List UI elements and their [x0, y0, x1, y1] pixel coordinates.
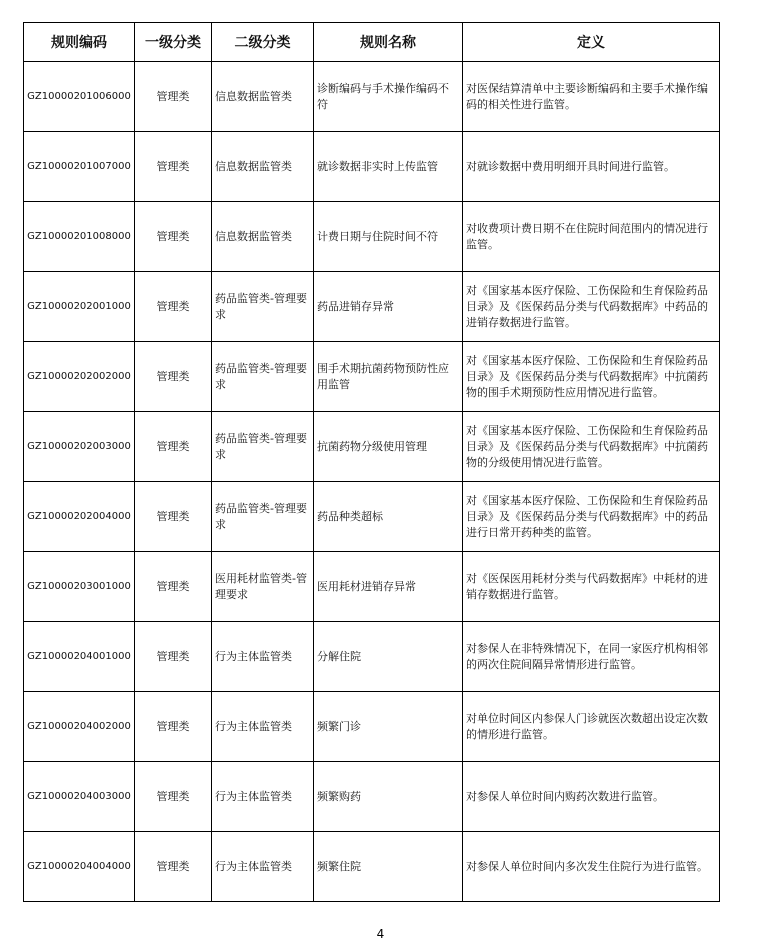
- level2-category-cell: 药品监管类-管理要求: [212, 412, 314, 482]
- level1-category-cell: 管理类: [135, 762, 212, 832]
- rule-name-cell: 抗菌药物分级使用管理: [314, 412, 463, 482]
- rule-name-cell: 计费日期与住院时间不符: [314, 202, 463, 272]
- definition-cell: 对参保人单位时间内多次发生住院行为进行监管。: [463, 832, 720, 902]
- rule-code-cell: GZ10000204003000: [24, 762, 135, 832]
- level1-category-cell: 管理类: [135, 832, 212, 902]
- header-definition: 定义: [463, 23, 720, 62]
- rules-table: [23, 22, 720, 902]
- rule-name-cell: 频繁住院: [314, 832, 463, 902]
- level1-category-cell: 管理类: [135, 62, 212, 132]
- rule-name-cell: 频繁购药: [314, 762, 463, 832]
- level2-category-cell: 药品监管类-管理要求: [212, 342, 314, 412]
- rule-name-cell: 就诊数据非实时上传监管: [314, 132, 463, 202]
- rule-code-cell: GZ10000201007000: [24, 132, 135, 202]
- level2-category-cell: 信息数据监管类: [212, 132, 314, 202]
- header-level1-category: 一级分类: [135, 23, 212, 62]
- level2-category-cell: 行为主体监管类: [212, 832, 314, 902]
- rule-name-cell: 诊断编码与手术操作编码不符: [314, 62, 463, 132]
- rule-code-cell: GZ10000202001000: [24, 272, 135, 342]
- definition-cell: 对参保人单位时间内购药次数进行监管。: [463, 762, 720, 832]
- level1-category-cell: 管理类: [135, 272, 212, 342]
- table-row: [24, 762, 720, 832]
- rule-name-cell: 药品进销存异常: [314, 272, 463, 342]
- level2-category-cell: 行为主体监管类: [212, 622, 314, 692]
- level1-category-cell: 管理类: [135, 692, 212, 762]
- table-row: [24, 272, 720, 342]
- rule-code-cell: GZ10000203001000: [24, 552, 135, 622]
- level2-category-cell: 医用耗材监管类-管理要求: [212, 552, 314, 622]
- level2-category-cell: 药品监管类-管理要求: [212, 482, 314, 552]
- rule-code-cell: GZ10000204001000: [24, 622, 135, 692]
- level1-category-cell: 管理类: [135, 412, 212, 482]
- rule-code-cell: GZ10000204004000: [24, 832, 135, 902]
- definition-cell: 对收费项计费日期不在住院时间范围内的情况进行监管。: [463, 202, 720, 272]
- definition-cell: 对《国家基本医疗保险、工伤保险和生育保险药品目录》及《医保药品分类与代码数据库》中药品的进销存数据进行监管。: [463, 272, 720, 342]
- table-row: [24, 132, 720, 202]
- rule-code-cell: GZ10000201008000: [24, 202, 135, 272]
- level1-category-cell: 管理类: [135, 202, 212, 272]
- rule-code-cell: GZ10000201006000: [24, 62, 135, 132]
- table-row: [24, 412, 720, 482]
- table-row: [24, 692, 720, 762]
- rule-code-cell: GZ10000202004000: [24, 482, 135, 552]
- rule-name-cell: 医用耗材进销存异常: [314, 552, 463, 622]
- header-level2-category: 二级分类: [212, 23, 314, 62]
- table-row: [24, 342, 720, 412]
- definition-cell: 对《国家基本医疗保险、工伤保险和生育保险药品目录》及《医保药品分类与代码数据库》中抗菌药物的围手术期预防性应用情况进行监管。: [463, 342, 720, 412]
- definition-cell: 对《国家基本医疗保险、工伤保险和生育保险药品目录》及《医保药品分类与代码数据库》中抗菌药物的分级使用情况进行监管。: [463, 412, 720, 482]
- definition-cell: 对《医保医用耗材分类与代码数据库》中耗材的进销存数据进行监管。: [463, 552, 720, 622]
- level2-category-cell: 药品监管类-管理要求: [212, 272, 314, 342]
- level1-category-cell: 管理类: [135, 132, 212, 202]
- rule-name-cell: 频繁门诊: [314, 692, 463, 762]
- table-row: [24, 832, 720, 902]
- table-row: [24, 482, 720, 552]
- level2-category-cell: 行为主体监管类: [212, 692, 314, 762]
- rule-code-cell: GZ10000202002000: [24, 342, 135, 412]
- table-row: [24, 62, 720, 132]
- page-number: 4: [376, 927, 385, 941]
- level1-category-cell: 管理类: [135, 482, 212, 552]
- rule-name-cell: 围手术期抗菌药物预防性应用监管: [314, 342, 463, 412]
- rule-name-cell: 药品种类超标: [314, 482, 463, 552]
- level2-category-cell: 行为主体监管类: [212, 762, 314, 832]
- rule-code-cell: GZ10000204002000: [24, 692, 135, 762]
- table-row: [24, 552, 720, 622]
- table-row: [24, 202, 720, 272]
- table-header-row: [24, 23, 720, 62]
- definition-cell: 对《国家基本医疗保险、工伤保险和生育保险药品目录》及《医保药品分类与代码数据库》中的药品进行日常开药种类的监管。: [463, 482, 720, 552]
- rule-name-cell: 分解住院: [314, 622, 463, 692]
- definition-cell: 对参保人在非特殊情况下，在同一家医疗机构相邻的两次住院间隔异常情形进行监管。: [463, 622, 720, 692]
- header-rule-code: 规则编码: [24, 23, 135, 62]
- level2-category-cell: 信息数据监管类: [212, 62, 314, 132]
- definition-cell: 对单位时间区内参保人门诊就医次数超出设定次数的情形进行监管。: [463, 692, 720, 762]
- level1-category-cell: 管理类: [135, 342, 212, 412]
- level1-category-cell: 管理类: [135, 552, 212, 622]
- rule-code-cell: GZ10000202003000: [24, 412, 135, 482]
- definition-cell: 对医保结算清单中主要诊断编码和主要手术操作编码的相关性进行监管。: [463, 62, 720, 132]
- table-row: [24, 622, 720, 692]
- level2-category-cell: 信息数据监管类: [212, 202, 314, 272]
- definition-cell: 对就诊数据中费用明细开具时间进行监管。: [463, 132, 720, 202]
- header-rule-name: 规则名称: [314, 23, 463, 62]
- level1-category-cell: 管理类: [135, 622, 212, 692]
